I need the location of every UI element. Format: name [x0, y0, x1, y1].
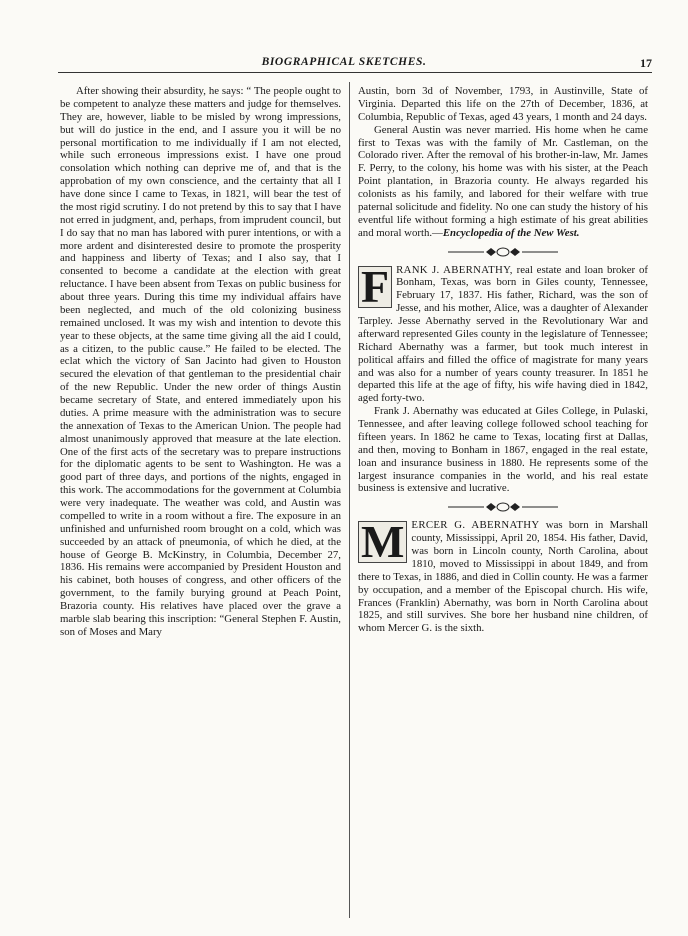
austin-home-text: General Austin was never married. His home when he came first to Texas was with the family of Mr. Castleman, on the Colorado river. After the removal of his brother-in-law, Mr. James F. Perry, to the colony, his home was with his sister, at the Peach Point plantation, in Brazoria county. He always regarded his colonists as his family, and labored for their welfare with true paternal solicitude and fidelity. No one can study the history of his eventful life without forming a high estimate of his great abilities and moral worth.— [358, 123, 648, 239]
mercer-name: ERCER G. ABERNATHY [411, 519, 540, 532]
frank-education-paragraph: Frank J. Abernathy was educated at Giles College, in Pulaski, Tennessee, and after leaving college followed school teaching for fifteen years. In 1862 he came to Texas, locating first at Dallas, and then, moving to Bonham in 1867, engaged in the real estate, loan and insurance business in 1880. He represents some of the largest insurance companies in the world, and his real estate business is extensive and lucrative. [358, 405, 648, 495]
right-column [358, 85, 648, 635]
left-column [60, 85, 341, 639]
austin-home-paragraph [358, 124, 648, 240]
section-ornament-2 [358, 501, 648, 513]
page-header-title: BIOGRAPHICAL SKETCHES. [261, 56, 427, 68]
mercer-dropcap: M [358, 521, 407, 563]
frank-abernathy-entry [358, 260, 648, 406]
column-divider [349, 82, 350, 918]
header-rule [58, 72, 652, 73]
frank-dropcap: F [358, 266, 392, 308]
frank-text: real estate and loan broker of Bonham, Texas, was born in Giles county, Tennessee, February 17, 1837. His father, Richard, was the son of Jesse, and his mother, Alice, was a daughter of Alexander Tarpley. Jesse Abernathy served in the Revolutionary War and afterward represented Giles county in the legislature of Tennessee; Richard Abernathy was a farmer, but took much interest in political affairs and filled the office of magistrate for many years and was also for a number of years county treasurer. In 1851 he departed this life at the age of fifty, his wife having died in 1842, aged forty-two. [358, 263, 648, 405]
section-ornament [358, 246, 648, 258]
frank-name: RANK J. ABERNATHY, [396, 263, 513, 276]
austin-continued-paragraph: Austin, born 3d of November, 1793, in Austinville, State of Virginia. Departed this life on the 27th of December, 1836, at Columbia, Republic of Texas, aged 43 years, 1 month and 24 days. [358, 85, 648, 123]
source-citation: Encyclopedia of the New West. [442, 226, 580, 239]
austin-paragraph: After showing their absurdity, he says: “ The people ought to be competent to analyze these matters and judge for themselves. They are, however, liable to be misled by wrong impressions, but will do justice in the end, and I assure you it will be no personal mortification to me individually if I am not elected, while such erroneous impressions exist. I have one proud consolation which nothing can deprive me of, and that is the approbation of my own conscience, and the certainty that all I have done since I came to Texas, in 1821, will bear the test of the most rigid scrutiny. I do not pretend by this to say that I have not erred in judgment, and, perhaps, from imprudent council, but I do say that no man has labored with purer intentions, or with a more ardent and disinterested desire to promote the prosperity and happiness and liberty of Texas; and I also say, that I consented to become a candidate at the election with great reluctance. I have been absent from Texas on public business for about three years. During this time my individual affairs have been neglected, and much of the old colonizing business remained unclosed. It was my wish and intention to devote this year to these objects, at the same time giving all the aid I could, as a citizen, to the public cause.” He failed to be elected. The eclat which the victory of San Jacinto had given to Houston secured the elevation of that gentleman to the presidential chair of the new Republic. Under the new order of things Austin became secretary of State, and entered immediately upon his duties. A prime measure with the administration was to secure the annexation of Texas to the American Union. The people had almost unanimously approved that measure at the late election. One of the first acts of the secretary was to prepare instructions for the diplomatic agents to be sent to Washington. He was a good part of three days, and portions of the nights, engaged in this work. The accommodations for the government at Columbia were very inadequate. The weather was cold, and Austin was compelled to write in a room without a fire. The exposure in an unfinished and unfurnished room brought on a cold, which was succeeded by an attack of pneumonia, of which he died, at the house of George B. McKinstry, in Columbia, December 27, 1836. His remains were accompanied by President Houston and his cabinet, both houses of congress, and other officers of the government, to the family burying ground at Peach Point, Brazoria county. His relatives have placed over the grave a marble slab bearing this inscription: “General Stephen F. Austin, son of Moses and Mary [60, 85, 341, 638]
page-number: 17 [640, 56, 652, 70]
mercer-text: was born in Marshall county, Mississippi, April 20, 1854. His father, David, was born in Lincoln county, North Carolina, about 1810, moved to Mississippi in about 1849, and from there to Texas, in 1886, and died in Collin county. He was a farmer by occupation, and a member of the Episcopal church. His wife, Frances (Franklin) Abernathy, was born in North Carolina about 1825, and still survives. She bore her husband nine children, of whom Mercer G. is the sixth. [358, 519, 648, 635]
mercer-abernathy-entry [358, 516, 648, 635]
